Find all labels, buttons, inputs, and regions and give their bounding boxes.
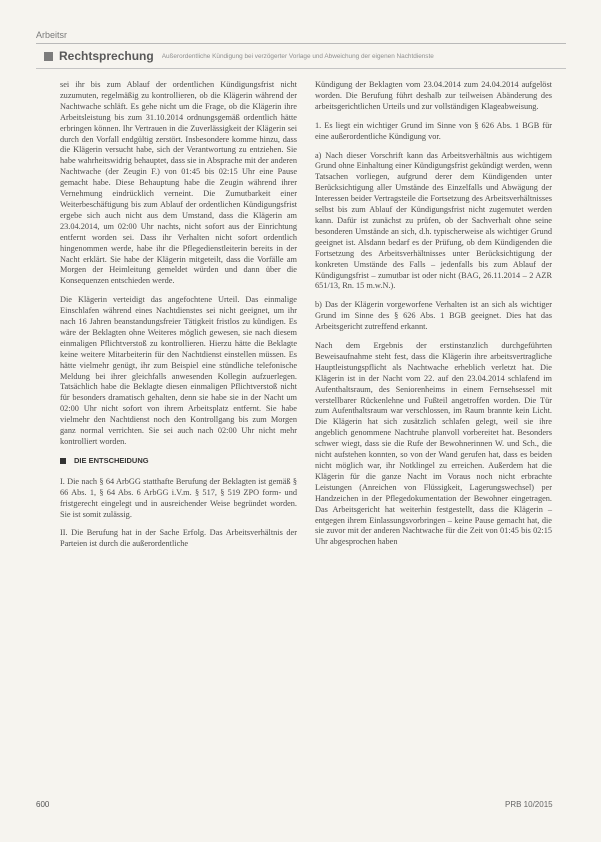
left-paragraph: sei ihr bis zum Ablauf der ordentlichen Kündigungsfrist nicht zuzumuten, regelmäßig zu kontrollieren, ob die Klägerin während der Nachtwache schläft. Es gehe nicht um die Frage, ob die Klägerin ihre Arbeitsleistung bis zum 31.10.2014 ordnungsgemäß ordentlich hätte erbringen können. Ihr Vertrauen in die Zuverlässigkeit der Klägerin sei durch den Vorfall endgültig zerstört. Insbesondere komme hinzu, dass die Klägerin versucht habe, sich der Verantwortung zu entziehen. Sie habe wahrheitswidrig behauptet, dass sie in Absprache mit der anderen Nachtwache (der Zeugin F.) von 01:45 bis 02:15 Uhr eine Pause gemacht habe. Diese Behauptung habe die Zeugin während ihrer Vernehmung eindrücklich verneint. Die Zumutbarkeit einer Weiterbeschäftigung bis zum Ablauf der ordentlichen Kündigungsfrist ergebe sich auch nicht aus dem Umstand, dass die Klägerin am 23.04.2014, um 02:00 Uhr nachts, nicht sofort aus der Einrichtung entfernt worden sei. Dass ihr Verhalten nicht sofort ordentlich hingenommen werde, habe ihr die Pflegedienstleiterin bereits in der Nacht erklärt. Sie habe der Klägerin mitgeteilt, dass die Vorfälle am Morgen der Heimleitung gemeldet würden und dann über die Konsequenzen entschieden werde.	[60, 80, 297, 286]
header-subtitle: Außerordentliche Kündigung bei verzögerter Vorlage und Abweichung der eigenen Nachtdienste	[161, 52, 434, 60]
header-title: Rechtsprechung	[59, 49, 154, 63]
right-paragraph: Kündigung der Beklagten vom 23.04.2014 zum 24.04.2014 aufgelöst worden. Die Berufung führt deshalb zur teilweisen Abänderung des arbeitsgerichtlichen Urteils und zur vollständigen Klageabweisung.	[315, 80, 552, 111]
header-divider-top	[36, 43, 566, 44]
right-paragraph: a) Nach dieser Vorschrift kann das Arbeitsverhältnis aus wichtigem Grund ohne Einhaltung einer Kündigungsfrist gekündigt werden, wenn Tatsachen vorliegen, aufgrund derer dem Kündigenden unter Berücksichtigung aller Umstände des Einzelfalls und Abwägung der Interessen beider Vertragsteile die Fortsetzung des Arbeitsverhältnisses selbst bis zum Ablauf der Kündigungsfrist nicht zugemutet werden kann. Dafür ist zunächst zu prüfen, ob der Sachverhalt ohne seine besonderen Umstände an sich, d.h. typischerweise als wichtiger Grund geeignet ist. Alsdann bedarf es der Prüfung, ob dem Kündigenden die Fortsetzung des Arbeitsverhältnisses unter Berücksichtigung der konkreten Umstände des Falls – jedenfalls bis zum Ablauf der Kündigungsfrist – zumutbar ist oder nicht (BAG, 26.11.2014 – 2 AZR 651/13, Rn. 15 m.w.N.).	[315, 150, 552, 291]
header-divider-bottom	[36, 68, 566, 69]
right-paragraph: Nach dem Ergebnis der erstinstanzlich durchgeführten Beweisaufnahme steht fest, dass die Klägerin ihre arbeitsvertragliche Hauptleistungspflicht als Nachtwache erheblich verletzt hat. Die Klägerin ist in der Nacht vom 22. auf den 23.04.2014 schlafend im Aufenthaltsraum, des Seniorenheims in einem Fernsehsessel mit verstellbarer Rückenlehne und Fußteil angetroffen worden. Die Tür zum Aufenthaltsraum war verschlossen, im Raum brannte kein Licht. Die Klägerin hat sich zusätzlich schlafen gelegt, weil sie ihre angeblich genommene Nachtruhe planvoll vorbereitet hat. Besonders schwer wiegt, dass sie die Rufe der Bewohnerinnen W. und Sch., die nicht aufstehen konnten, so von der Wand gerufen hat, dass es beiden nicht möglich war, ihr Notklingel zu erreichen. Außerdem hat die Klägerin für die ganze Nacht im Voraus noch nicht erbrachte Leistungen (Anreichen von Flüssigkeit, Lagerungswechsel) per Handzeichen in der Pflegedokumentation der Bewohner eingetragen. Das Arbeitsgericht hat weiterhin festgestellt, dass die Klägerin – entgegen ihrem Einlassungsvorbringen – keine Pause gemacht hat, die sie zuvor mit der anderen Nachtwache für die Zeit von 01:45 bis 02:15 Uhr abgesprochen haben	[315, 341, 552, 547]
heading-square-icon	[60, 458, 66, 464]
right-paragraph: 1. Es liegt ein wichtiger Grund im Sinne von § 626 Abs. 1 BGB für eine außerordentliche Kündigung vor.	[315, 120, 552, 141]
right-column	[315, 80, 552, 556]
section-heading	[60, 456, 297, 467]
decision-paragraph: I. Die nach § 64 ArbGG statthafte Berufung der Beklagten ist gemäß § 66 Abs. 1, § 64 Abs. 6 ArbGG i.V.m. § 517, § 519 ZPO form- und fristgerecht eingelegt und in ausreichender Weise begründet worden. Sie ist somit zulässig.	[60, 476, 297, 519]
issue-label: PRB 10/2015	[505, 800, 553, 809]
left-paragraph: Die Klägerin verteidigt das angefochtene Urteil. Das einmalige Einschlafen während eines Nachtdienstes sei nicht geeignet, um ihr nach 16 Jahren beanstandungsfreier Tätigkeit fristlos zu kündigen. Es wäre der Beklagten ohne Weiteres möglich gewesen, sie nach diesem einmaligen Pflichtverstoß zu kontrollieren. Hierzu hätte die Beklagte keine weitere Mitarbeiterin für den Nachtdienst einstellen müssen. Es hätte vielmehr genügt, ihr zum Beispiel eine stündliche telefonische Meldung bei ihrer gleichfalls anwesenden Kollegin aufzuerlegen. Tatsächlich habe die Beklagte diesen einmaligen Pflichtverstoß nicht für besonders dramatisch gehalten, denn sie habe sie in der Nacht um 02:00 Uhr nicht sofort von ihrem Arbeitsplatz entfernt. Sie habe vielmehr den Nachtdienst noch den Kontrollgang bis zum Morgen ganz normal verrichten. Sie sei auch nach 02:00 Uhr nicht mehr kontrolliert worden.	[60, 295, 297, 446]
header-square-icon	[44, 52, 53, 61]
page-number: 600	[36, 800, 50, 809]
left-column	[60, 80, 297, 558]
section-heading-text: DIE ENTSCHEIDUNG	[74, 455, 149, 465]
right-paragraph: b) Das der Klägerin vorgeworfene Verhalten ist an sich als wichtiger Grund im Sinne des § 626 Abs. 1 BGB geeignet. Dies hat das Arbeitsgericht zutreffend erkannt.	[315, 300, 552, 332]
decision-paragraph: II. Die Berufung hat in der Sache Erfolg. Das Arbeitsverhältnis der Parteien ist durch die außerordentliche	[60, 528, 297, 549]
section-label: Arbeitsr	[36, 30, 68, 40]
running-header	[36, 46, 566, 66]
